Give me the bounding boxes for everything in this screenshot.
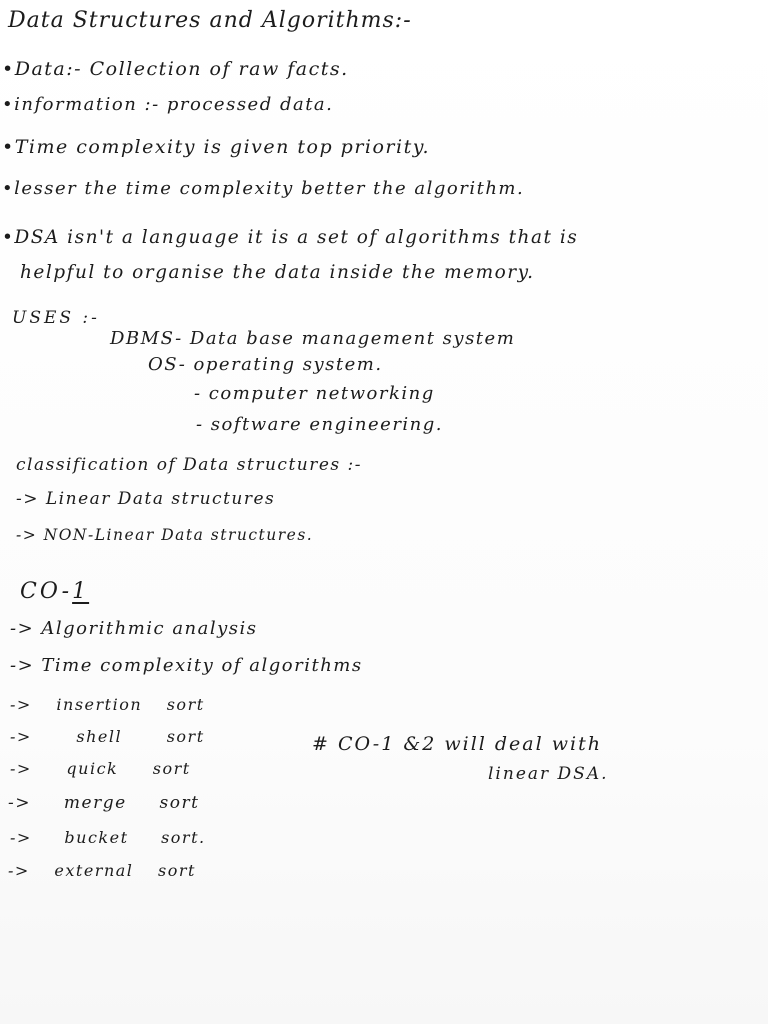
note-line-dsa-definition-cont: helpful to organise the data inside the memory. — [20, 262, 535, 283]
co-item-merge-sort: -> merge sort — [8, 793, 200, 813]
note-line-data: •Data:- Collection of raw facts. — [2, 58, 349, 80]
classification-non-linear: -> NON-Linear Data structures. — [16, 526, 314, 544]
notes-title: Data Structures and Algorithms:- — [8, 8, 412, 33]
use-networking: - computer networking — [194, 383, 435, 404]
side-note-line-2: linear DSA. — [488, 764, 609, 784]
co-item-shell-sort: -> shell sort — [10, 727, 205, 746]
note-line-information: •information :- processed data. — [2, 94, 334, 115]
side-note-line-1: # CO-1 &2 will deal with — [312, 733, 602, 755]
co-item-bucket-sort: -> bucket sort. — [10, 828, 206, 847]
use-dbms: DBMS- Data base management system — [110, 328, 516, 349]
co-heading — [20, 581, 89, 603]
co-item-external-sort: -> external sort — [8, 861, 196, 880]
use-os: OS- operating system. — [148, 354, 383, 375]
note-line-time-complexity: •Time complexity is given top priority. — [2, 136, 430, 158]
note-line-dsa-definition: •DSA isn't a language it is a set of algorithms that is — [2, 227, 579, 248]
co-label: CO- — [20, 579, 73, 604]
uses-heading: USES :- — [12, 308, 100, 328]
co-item-quick-sort: -> quick sort — [10, 759, 191, 778]
co-item-time-complexity: -> Time complexity of algorithms — [10, 655, 363, 676]
co-item-insertion-sort: -> insertion sort — [10, 695, 205, 714]
co-number: 1 — [72, 579, 90, 604]
co-item-algorithmic-analysis: -> Algorithmic analysis — [10, 618, 258, 639]
use-software-engineering: - software engineering. — [196, 414, 444, 435]
note-line-lesser-complexity: •lesser the time complexity better the algorithm. — [2, 178, 525, 199]
classification-heading: classification of Data structures :- — [16, 455, 363, 475]
classification-linear: -> Linear Data structures — [16, 489, 276, 509]
